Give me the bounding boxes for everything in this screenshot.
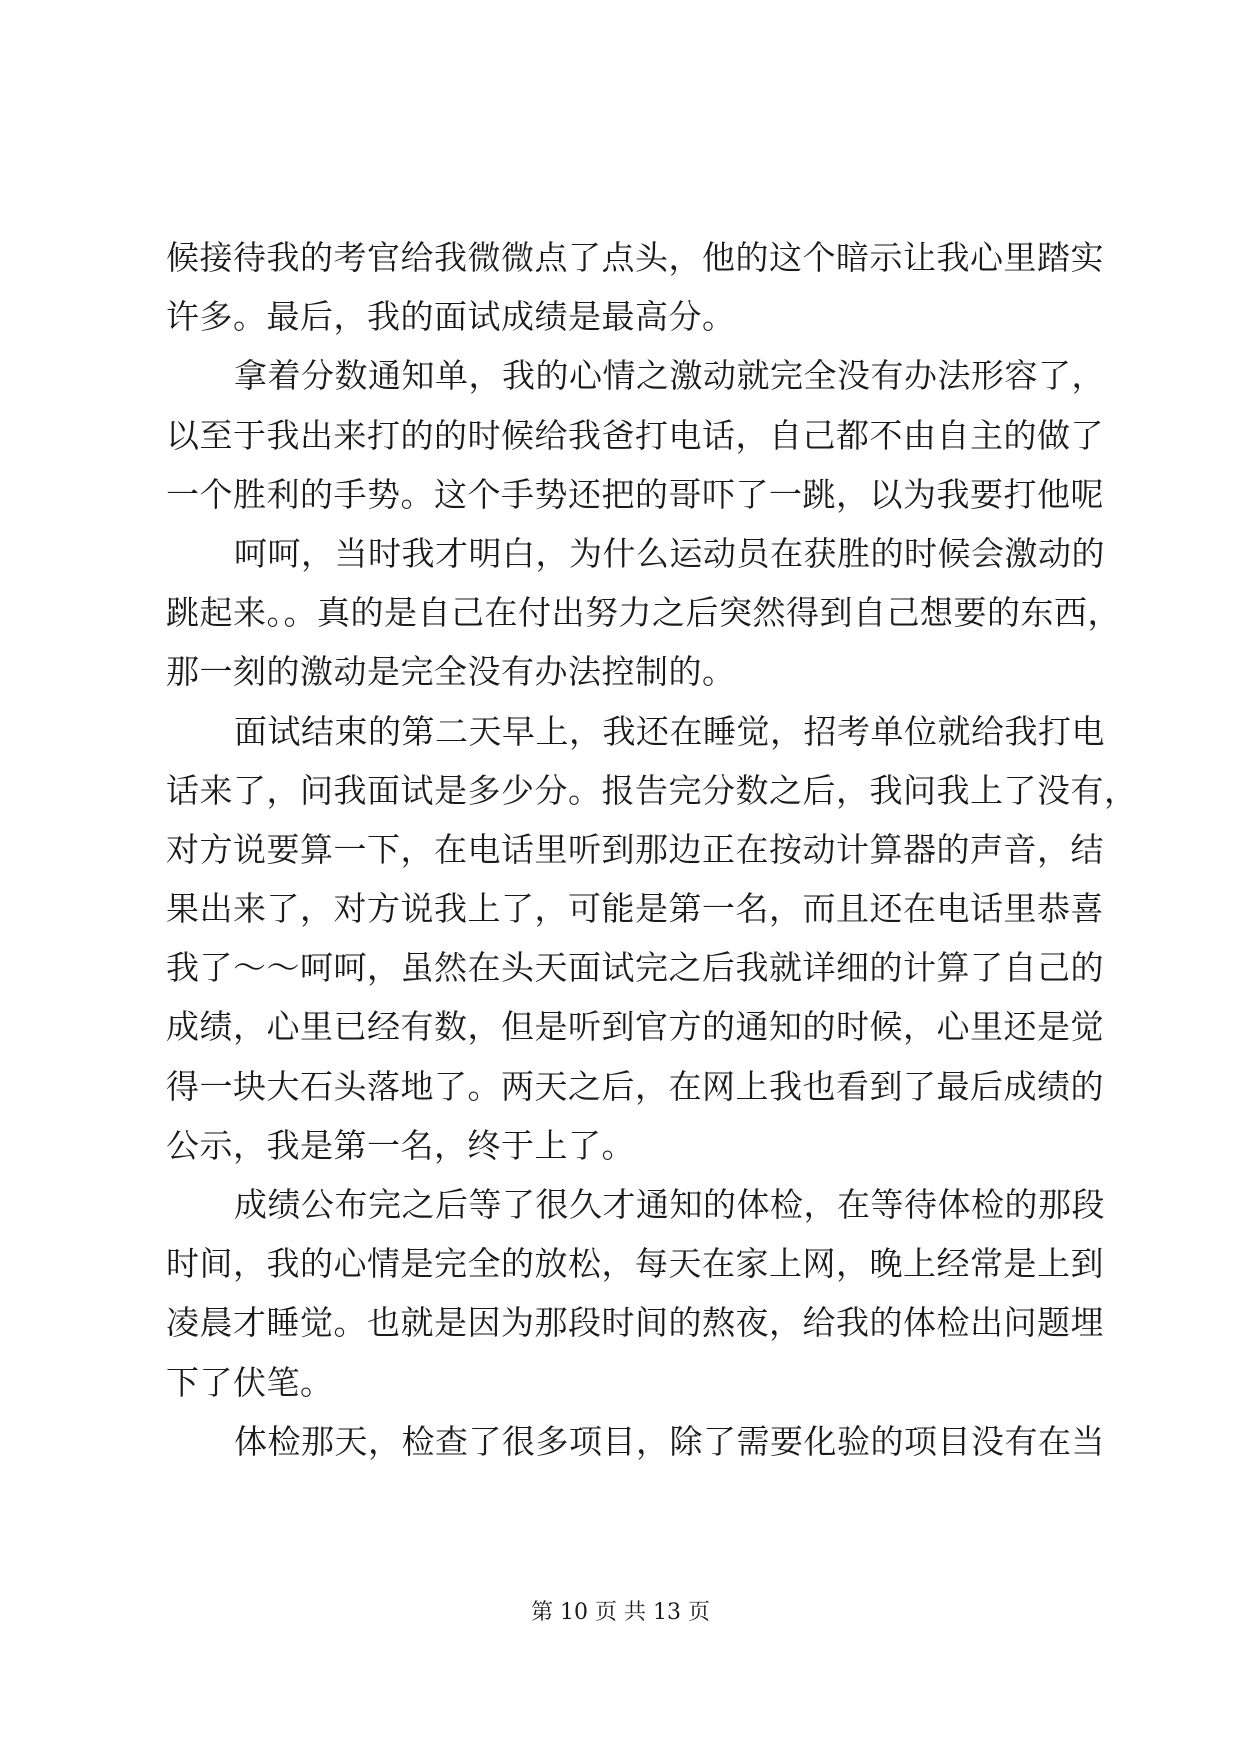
paragraph-2-line-1: 拿着分数通知单，我的心情之激动就完全没有办法形容了，: [234, 356, 1105, 396]
paragraph-5-line-2: 时间，我的心情是完全的放松，每天在家上网，晚上经常是上到: [166, 1244, 1104, 1284]
paragraph-4-line-5: 我了～～呵呵，虽然在头天面试完之后我就详细的计算了自己的: [166, 948, 1104, 988]
paragraph-5-line-4: 下了伏笔。: [166, 1362, 334, 1402]
paragraph-4-line-2: 话来了，问我面试是多少分。报告完分数之后，我问我上了没有，: [166, 770, 1138, 810]
paragraph-6-line-1: 体检那天，检查了很多项目，除了需要化验的项目没有在当: [234, 1421, 1105, 1461]
paragraph-4-line-8: 公示，我是第一名，终于上了。: [166, 1125, 635, 1165]
paragraph-2-line-2: 以至于我出来打的的时候给我爸打电话，自己都不由自主的做了: [166, 415, 1104, 455]
paragraph-3-line-1: 呵呵，当时我才明白，为什么运动员在获胜的时候会激动的: [234, 533, 1105, 573]
paragraph-4-line-7: 得一块大石头落地了。两天之后，在网上我也看到了最后成绩的: [166, 1066, 1104, 1106]
body-text: [166, 228, 1138, 1471]
paragraph-3-line-2: 跳起来。。真的是自己在付出努力之后突然得到自己想要的东西，: [166, 593, 1121, 633]
paragraph-1-line-1: 候接待我的考官给我微微点了点头，他的这个暗示让我心里踏实: [166, 238, 1104, 277]
paragraph-5-line-1: 成绩公布完之后等了很久才通知的体检，在等待体检的那段: [234, 1185, 1105, 1224]
paragraph-3-line-3: 那一刻的激动是完全没有办法控制的。: [166, 652, 736, 692]
page-footer: 第 10 页 共 13 页: [531, 1600, 710, 1625]
paragraph-4-line-1: 面试结束的第二天早上，我还在睡觉，招考单位就给我打电: [234, 711, 1105, 751]
paragraph-2-line-3: 一个胜利的手势。这个手势还把的哥吓了一跳，以为我要打他呢: [166, 474, 1104, 514]
paragraph-4-line-4: 果出来了，对方说我上了，可能是第一名，而且还在电话里恭喜: [166, 889, 1104, 929]
paragraph-1-line-2: 许多。最后，我的面试成绩是最高分。: [166, 297, 736, 337]
paragraph-4-line-6: 成绩，心里已经有数，但是听到官方的通知的时候，心里还是觉: [166, 1007, 1104, 1047]
paragraph-5-line-3: 凌晨才睡觉。也就是因为那段时间的熬夜，给我的体检出问题埋: [166, 1303, 1104, 1343]
paragraph-4-line-3: 对方说要算一下，在电话里听到那边正在按动计算器的声音，结: [166, 829, 1104, 869]
